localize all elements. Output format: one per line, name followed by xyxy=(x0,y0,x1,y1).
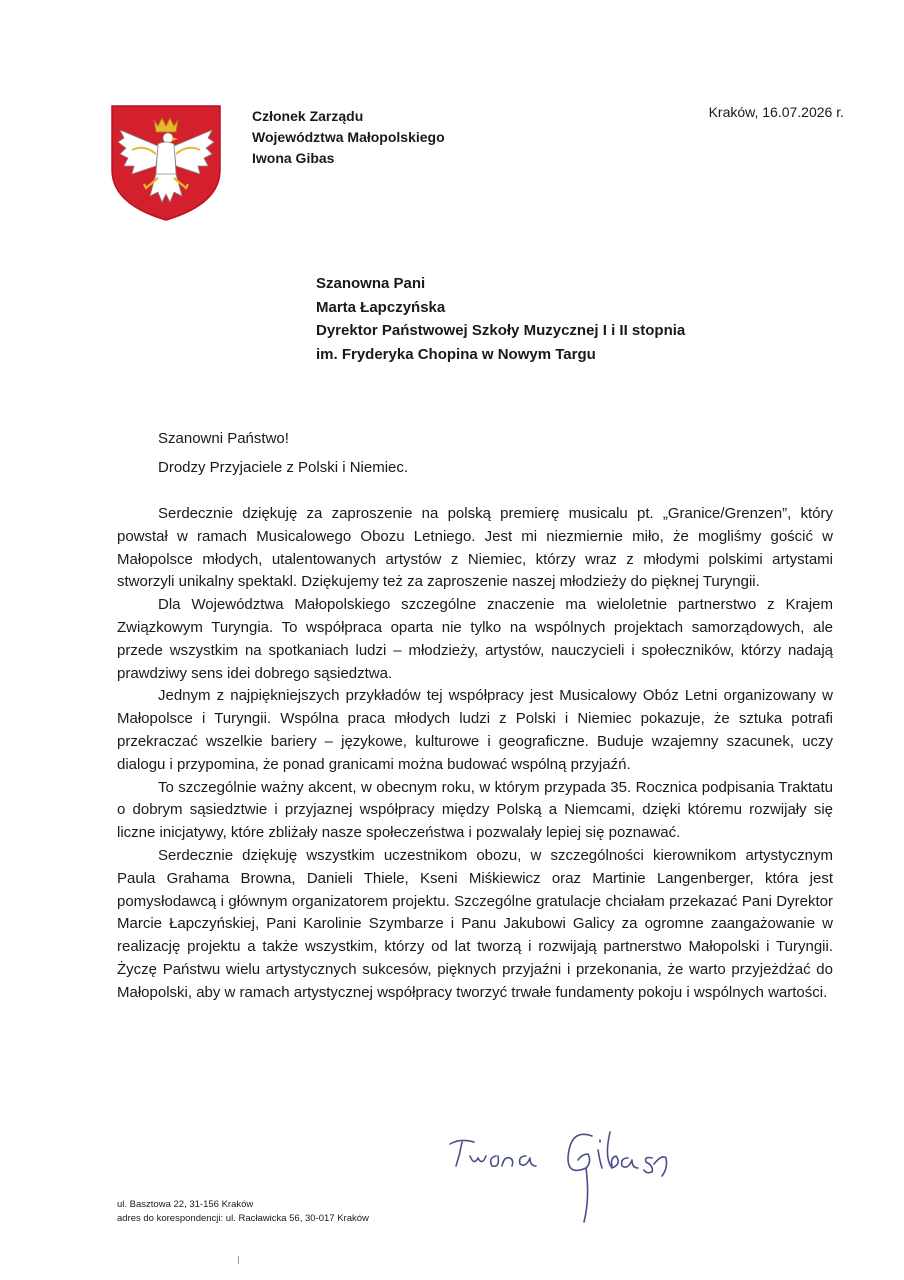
footer-address xyxy=(117,1198,369,1226)
paragraph: Serdecznie dziękuję za zaproszenie na polską premierę musicalu pt. „Granice/Grenzen”, który powstał w ramach Musicalowego Obozu Letniego. Jest mi niezmiernie miło, że mogliśmy gościć w Małopolsce młodych, utalentowanych artystów z Niemiec, którzy wraz z młodymi polskimi artystami stworzyli unikalny spektakl. Dziękujemy też za zaproszenie naszej młodzieży do pięknej Turyngii. xyxy=(117,505,833,591)
sender-title: Członek Zarządu xyxy=(252,108,364,124)
sender-name: Iwona Gibas xyxy=(252,150,335,166)
recipient-name: Marta Łapczyńska xyxy=(316,298,446,316)
correspondence-address: adres do korespondencji: ul. Racławicka 56, 30-017 Kraków xyxy=(117,1213,369,1224)
recipient-school: im. Fryderyka Chopina w Nowym Targu xyxy=(316,345,596,363)
handwritten-signature xyxy=(440,1118,690,1228)
paragraph: Dla Województwa Małopolskiego szczególne znaczenie ma wieloletnie partnerstwo z Krajem Związkowym Turyngia. To współpraca oparta nie tylko na wspólnych projektach samorządowych, ale przede wszystkim na spotkaniach ludzi – młodzieży, artystów, nauczycieli i społeczników, którzy nadają prawdziwy sens idei dobrego sąsiedztwa. xyxy=(117,596,833,682)
sender-block xyxy=(252,106,445,169)
letter-body xyxy=(117,503,833,1005)
sender-institution: Województwa Małopolskiego xyxy=(252,129,445,145)
recipient-block xyxy=(316,272,685,366)
scan-speck xyxy=(238,1256,243,1264)
salutation-block xyxy=(158,424,408,482)
salutation-line-2: Drodzy Przyjaciele z Polski i Niemiec. xyxy=(158,459,409,476)
paragraph: Serdecznie dziękuję wszystkim uczestnikom obozu, w szczególności kierownikom artystycznym Paula Grahama Browna, Danieli Thiele, Kseni Miśkiewicz oraz Martinie Langenberger, która jest pomysłodawcą i głównym organizatorem projektu. Szczególne gratulacje chciałam przekazać Pani Dyrektor Marcie Łapczyńskiej, Pani Karolinie Szymbarze i Panu Jakubowi Galicy za ogromne zaangażowanie w realizację projektu a także wszystkim, którzy od lat tworzą i rozwijają partnerstwo Małopolski i Turyngii. Życzę Państwu wielu artystycznych sukcesów, pięknych przyjaźni i przekonania, że warto przyjeżdżać do Małopolski, aby w ramach artystycznej współpracy tworzyć trwałe fundamenty pokoju i wspólnych wartości. xyxy=(117,846,833,1001)
office-address: ul. Basztowa 22, 31-156 Kraków xyxy=(117,1199,254,1210)
letter-date: Kraków, 16.07.2026 r. xyxy=(708,104,844,120)
malopolska-coat-of-arms-logo xyxy=(110,104,222,222)
recipient-greeting: Szanowna Pani xyxy=(316,275,426,292)
paragraph: To szczególnie ważny akcent, w obecnym roku, w którym przypada 35. Rocznica podpisania Traktatu o dobrym sąsiedztwie i przyjaznej współpracy między Polską a Niemcami, dzięki któremu rozwijały się liczne inicjatywy, które zbliżały nasze społeczeństwa i pozwalały lepiej się poznawać. xyxy=(117,778,833,842)
salutation-line-1: Szanowni Państwo! xyxy=(158,430,289,447)
recipient-position: Dyrektor Państwowej Szkoły Muzycznej I i II stopnia xyxy=(316,322,686,339)
paragraph: Jednym z najpiękniejszych przykładów tej współpracy jest Musicalowy Obóz Letni organizowany w Małopolsce i Turyngii. Wspólna praca młodych ludzi z Polski i Niemiec pokazuje, że sztuka potrafi przekraczać wszelkie bariery – językowe, kulturowe i geograficzne. Buduje wzajemny szacunek, uczy dialogu i przypomina, że ponad granicami można budować wspólną przyjaźń. xyxy=(117,687,833,773)
